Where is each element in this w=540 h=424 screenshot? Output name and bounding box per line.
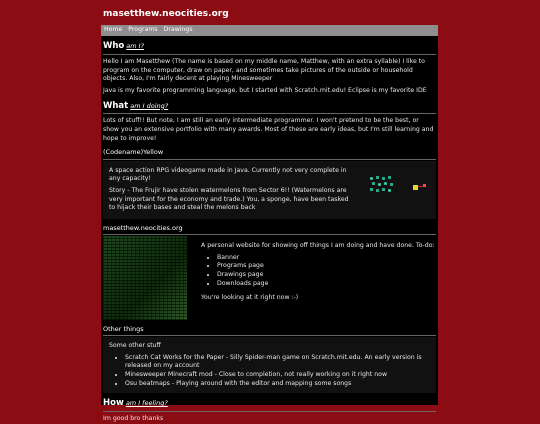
yellow-project bbox=[103, 161, 436, 219]
yellow-story: Story - The Frujir have stolen watermelons from Sector 6!! (Watermelons are very important for the economy and trade.) You, a sponge, have been tasked to hijack their bases and steal the melons back bbox=[109, 186, 349, 212]
other-item: • Osu beatmaps - Playing around with the editor and mapping some songs bbox=[125, 380, 430, 389]
neocities-screenshot bbox=[103, 236, 187, 320]
who-paragraph-2: Java is my favorite programming language, but I started with Scratch.mit.edu! Eclipse is my favorite IDE bbox=[103, 86, 427, 94]
yellow-description: A space action RPG videogame made in Java. Currently not very complete in any capacity! bbox=[109, 166, 347, 183]
todo-item: • Banner bbox=[217, 254, 436, 263]
todo-list bbox=[201, 254, 436, 289]
site-title: masetthew.neocities.org bbox=[103, 9, 229, 19]
what-paragraph: Lots of stuff!! But note, I am still an early intermediate programmer. I won't pretend to be the best, or show you an extensive portfolio with many awards. Most of these are early ideas, but I'm still learning and hope to improve! bbox=[103, 117, 434, 142]
neocities-note: You're looking at it right now :-) bbox=[201, 294, 299, 302]
nav-drawings-link[interactable]: Drawings bbox=[163, 26, 193, 34]
how-paragraph: Im good bro thanks bbox=[103, 415, 164, 423]
todo-item: • Downloads page bbox=[217, 280, 436, 289]
what-heading: What am I doing? bbox=[103, 101, 436, 115]
main-content bbox=[101, 41, 438, 424]
who-heading: Who am I? bbox=[103, 41, 436, 55]
yellow-screenshot bbox=[360, 161, 436, 219]
enemy-ships-sprite bbox=[368, 175, 398, 197]
other-things-list bbox=[109, 354, 430, 389]
how-heading: How am I feeling? bbox=[103, 398, 436, 412]
who-paragraph-1: Hello I am Masetthew (The name is based on my middle name, Matthew, with an extra syllable) I like to program on the computer, draw on paper, and sometimes take pictures of the outside or household objects. Also, I'm fairly decent at playing Minesweeper bbox=[103, 57, 425, 83]
other-item: • Minesweeper Minecraft mod - Close to completion, not really working on it right now bbox=[125, 371, 430, 380]
neocities-description: A personal website for showing off things I am doing and have done. To-do: bbox=[201, 242, 435, 250]
page-container bbox=[101, 25, 438, 423]
nav-home-link[interactable]: Home bbox=[104, 26, 123, 34]
other-things-title: Other things bbox=[103, 325, 436, 336]
neocities-project bbox=[103, 236, 436, 320]
todo-item: • Programs page bbox=[217, 262, 436, 271]
other-things-section bbox=[103, 337, 436, 393]
other-things-intro: Some other stuff bbox=[109, 342, 161, 350]
nav-programs-link[interactable]: Programs bbox=[128, 26, 158, 34]
yellow-project-title: (Codename)Yellow bbox=[103, 148, 436, 159]
other-item: • Scratch Cat Works for the Paper - Silly Spider-man game on Scratch.mit.edu. An early version is released on my account bbox=[125, 354, 430, 371]
neocities-project-title: masetthew.neocities.org bbox=[103, 224, 436, 235]
nav-bar bbox=[101, 25, 438, 36]
sponge-player-sprite bbox=[413, 183, 427, 191]
todo-item: • Drawings page bbox=[217, 271, 436, 280]
